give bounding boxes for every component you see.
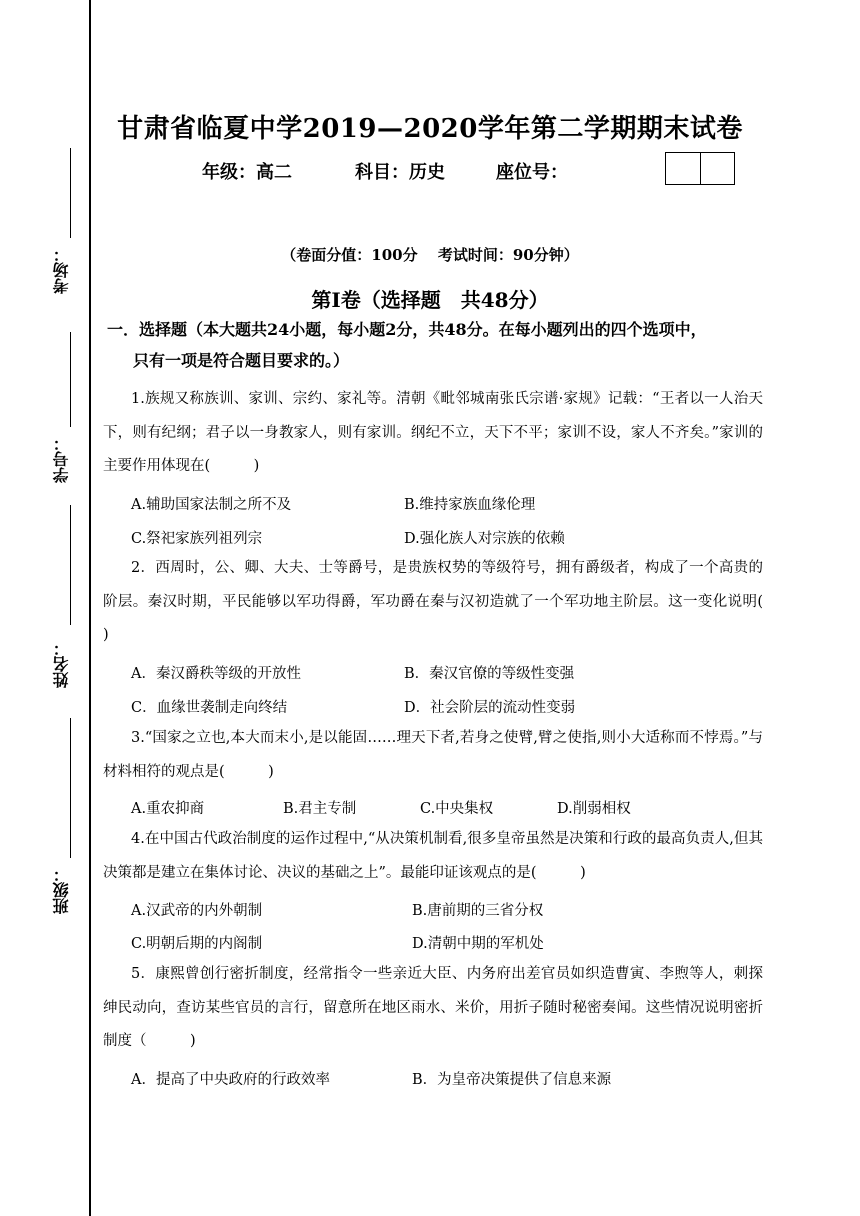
question-stem: 4.在中国古代政治制度的运作过程中,“从决策机制看,很多皇帝虽然是决策和行政的最高负责人,但其决策都是建立在集体讨论、决议的基础之上”。最能印证该观点的是( )	[103, 831, 763, 881]
seat-number-box[interactable]	[665, 152, 735, 185]
option-b[interactable]: B．秦汉官僚的等级性变强	[404, 666, 575, 682]
option-a[interactable]: A．秦汉爵秩等级的开放性	[131, 666, 301, 682]
student-id-label: 学号：	[52, 435, 71, 483]
name-line	[70, 505, 71, 625]
seat-box-divider	[700, 153, 701, 184]
seat-label: 座位号：	[496, 162, 568, 183]
question-4	[103, 823, 763, 890]
question-stem: 3.“国家之立也,本大而末小,是以能固……理天下者,若身之使臂,臂之使指,则小大适称而不悖焉。”与材料相符的观点是( )	[103, 730, 763, 780]
exam-room-label: 考场：	[52, 246, 71, 294]
student-id-line	[70, 332, 71, 427]
binding-margin-line	[89, 0, 91, 1216]
question-5	[103, 958, 763, 1059]
question-stem: 2．西周时，公、卿、大夫、士等爵号，是贵族权势的等级符号，拥有爵级者，构成了一个高贵的阶层。秦汉时期，平民能够以军功得爵，军功爵在秦与汉初造就了一个军功地主阶层。这一变化说明( )	[103, 560, 797, 643]
grade-field: 年级：高二	[202, 162, 292, 183]
class-line	[70, 718, 71, 858]
name-label: 姓名：	[52, 640, 71, 688]
subject-field: 科目：历史	[355, 162, 445, 183]
option-d[interactable]: D．社会阶层的流动性变弱	[404, 700, 576, 716]
question-stem: 1.族规又称族训、家训、宗约、家礼等。清朝《毗邻城南张氏宗谱·家规》记载：“王者以一人治天下，则有纪纲；君子以一身教家人，则有家训。纲纪不立，天下不平；家训不设，家人不齐矣。”家训的主要作用体现在( )	[103, 391, 763, 474]
option-c[interactable]: C．血缘世袭制走向终结	[131, 700, 288, 716]
question-1	[103, 383, 763, 484]
option-d[interactable]: D.削弱相权	[557, 801, 631, 817]
part-instructions-line1: 一．选择题（本大题共24小题，每小题2分，共48分。在每小题列出的四个选项中，	[107, 320, 707, 339]
question-2	[103, 552, 797, 653]
option-a[interactable]: A．提高了中央政府的行政效率	[131, 1072, 330, 1088]
score-info: （卷面分值：100分 考试时间：90分钟）	[281, 246, 579, 264]
option-b[interactable]: B.唐前期的三省分权	[412, 903, 544, 919]
option-a[interactable]: A.辅助国家法制之所不及	[131, 497, 292, 513]
option-c[interactable]: C.明朝后期的内阁制	[131, 936, 263, 952]
option-c[interactable]: C.中央集权	[420, 801, 494, 817]
option-a[interactable]: A.汉武帝的内外朝制	[131, 903, 263, 919]
option-d[interactable]: D.清朝中期的军机处	[412, 936, 544, 952]
question-stem: 5．康熙曾创行密折制度，经常指令一些亲近大臣、内务府出差官员如织造曹寅、李煦等人，刺探绅民动向，查访某些官员的言行，留意所在地区雨水、米价，用折子随时秘密奏闻。这些情况说明密折制度（ )	[103, 966, 763, 1049]
section-title: 第Ⅰ卷（选择题 共48分）	[311, 288, 549, 312]
option-c[interactable]: C.祭祀家族列祖列宗	[131, 531, 263, 547]
option-b[interactable]: B.维持家族血缘伦理	[404, 497, 536, 513]
option-d[interactable]: D.强化族人对宗族的依赖	[404, 531, 565, 547]
option-a[interactable]: A.重农抑商	[131, 801, 205, 817]
page-title: 甘肃省临夏中学2019—2020学年第二学期期末试卷	[117, 114, 743, 144]
part-instructions-line2: 只有一项是符合题目要求的。）	[133, 351, 350, 370]
class-label: 班级：	[52, 866, 71, 914]
option-b[interactable]: B．为皇帝决策提供了信息来源	[412, 1072, 612, 1088]
question-3	[103, 722, 763, 789]
exam-room-line	[70, 148, 71, 238]
option-b[interactable]: B.君主专制	[283, 801, 357, 817]
